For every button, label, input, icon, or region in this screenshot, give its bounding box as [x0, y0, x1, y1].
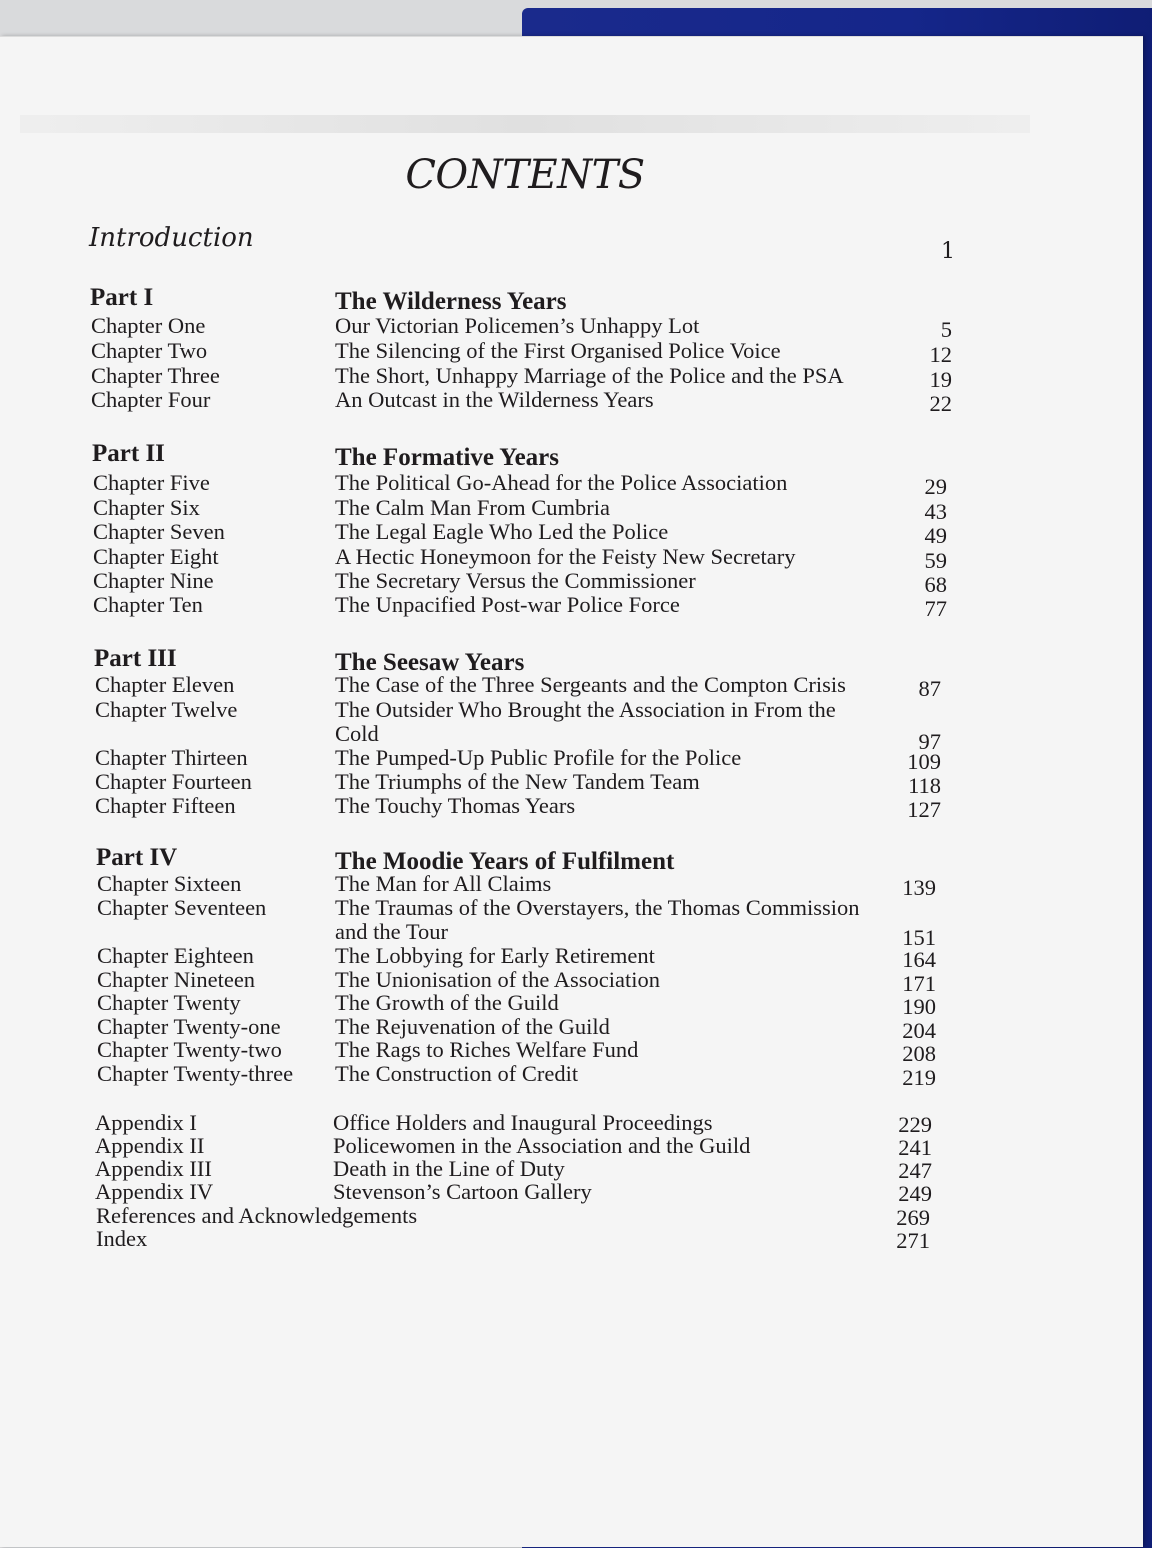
chapter-number: Chapter Seven — [93, 519, 225, 544]
appendix-number: Appendix IV — [95, 1179, 214, 1204]
chapter-row — [0, 470, 1152, 499]
chapter-row — [0, 967, 1152, 996]
back-matter-title: Index — [96, 1226, 148, 1251]
chapter-row — [0, 1061, 1152, 1090]
page-number: 5 — [940, 317, 952, 342]
page-number: 29 — [924, 474, 947, 499]
chapter-row — [0, 519, 1152, 548]
chapter-row — [0, 313, 1152, 342]
chapter-number: Chapter Sixteen — [97, 871, 242, 896]
chapter-title-continued: Cold — [335, 721, 379, 746]
chapter-row — [0, 363, 1152, 392]
chapter-title: The Short, Unhappy Marriage of the Police and the PSA — [335, 363, 844, 388]
chapter-title: The Unionisation of the Association — [335, 967, 660, 992]
chapter-number: Chapter Thirteen — [95, 745, 248, 770]
page-number: 171 — [902, 971, 936, 996]
page-number: 97 — [918, 729, 941, 754]
chapter-row — [0, 592, 1152, 621]
part-title: The Moodie Years of Fulfilment — [335, 848, 675, 875]
appendix-number: Appendix I — [95, 1110, 197, 1135]
page-number: 249 — [898, 1181, 932, 1206]
chapter-number: Chapter Twenty — [97, 990, 241, 1015]
chapter-title: The Legal Eagle Who Led the Police — [335, 519, 669, 544]
part-heading — [0, 645, 1152, 676]
chapter-title: The Traumas of the Overstayers, the Thomas Commission — [335, 895, 860, 920]
chapter-row — [0, 387, 1152, 416]
chapter-row — [0, 793, 1152, 822]
part-heading — [0, 284, 1152, 315]
chapter-title: The Triumphs of the New Tandem Team — [335, 769, 700, 794]
appendix-row — [0, 1111, 1152, 1135]
chapter-number: Chapter One — [91, 313, 206, 338]
part-heading — [0, 844, 1152, 875]
chapter-title: Our Victorian Policemen’s Unhappy Lot — [335, 313, 700, 338]
chapter-row — [0, 943, 1152, 972]
page-number: 87 — [918, 676, 941, 701]
page-number: 219 — [902, 1065, 936, 1090]
chapter-number: Chapter Four — [91, 387, 211, 412]
chapter-title: The Growth of the Guild — [335, 990, 559, 1015]
chapter-number: Chapter Ten — [93, 592, 203, 617]
part-title: The Seesaw Years — [335, 649, 525, 676]
chapter-number: Chapter Nine — [93, 568, 214, 593]
chapter-number: Chapter Twenty-two — [97, 1037, 282, 1062]
chapter-row — [0, 990, 1152, 1019]
appendix-title: Policewomen in the Association and the Guild — [333, 1133, 751, 1158]
chapter-number: Chapter Twelve — [95, 697, 238, 722]
chapter-row — [0, 745, 1152, 774]
chapter-title: An Outcast in the Wilderness Years — [335, 387, 654, 412]
show-through-header — [20, 115, 1030, 133]
page-number: 247 — [898, 1158, 932, 1183]
part-label: Part II — [92, 440, 165, 467]
part-label: Part I — [90, 284, 154, 311]
appendix-number: Appendix III — [95, 1156, 212, 1181]
chapter-row — [0, 697, 1152, 754]
appendix-title: Office Holders and Inaugural Proceedings — [333, 1110, 713, 1135]
part-label: Part III — [94, 645, 177, 672]
introduction-label: Introduction — [89, 223, 254, 253]
chapter-title: The Rejuvenation of the Guild — [335, 1014, 610, 1039]
chapter-number: Chapter Fifteen — [95, 793, 236, 818]
page-number: 241 — [898, 1135, 932, 1160]
page-number: 208 — [902, 1041, 936, 1066]
page-number: 49 — [924, 523, 947, 548]
chapter-number: Chapter Five — [93, 470, 210, 495]
chapter-row — [0, 672, 1152, 701]
page-number: 127 — [907, 797, 941, 822]
page-number: 19 — [929, 367, 952, 392]
back-matter-title: References and Acknowledgements — [96, 1203, 418, 1228]
chapter-row — [0, 495, 1152, 524]
chapter-number: Chapter Two — [91, 338, 208, 363]
chapter-number: Chapter Fourteen — [95, 769, 252, 794]
page-number: 43 — [924, 499, 947, 524]
part-heading — [0, 440, 1152, 471]
part-title: The Formative Years — [335, 444, 560, 471]
page-title: CONTENTS — [405, 152, 645, 198]
chapter-title: The Calm Man From Cumbria — [335, 495, 610, 520]
back-matter-row — [0, 1204, 1152, 1228]
page-number: 22 — [929, 391, 952, 416]
chapter-title: The Case of the Three Sergeants and the Compton Crisis — [335, 672, 846, 697]
chapter-title: The Touchy Thomas Years — [335, 793, 576, 818]
appendix-title: Stevenson’s Cartoon Gallery — [333, 1179, 592, 1204]
chapter-number: Chapter Eleven — [95, 672, 235, 697]
chapter-title: The Pumped-Up Public Profile for the Police — [335, 745, 742, 770]
appendix-row — [0, 1134, 1152, 1158]
chapter-title: A Hectic Honeymoon for the Feisty New Secretary — [335, 544, 796, 569]
chapter-title: The Rags to Riches Welfare Fund — [335, 1037, 639, 1062]
page-number: 68 — [924, 572, 947, 597]
appendix-number: Appendix II — [95, 1133, 205, 1158]
page-number: 109 — [907, 749, 941, 774]
chapter-title: The Lobbying for Early Retirement — [335, 943, 655, 968]
chapter-number: Chapter Eighteen — [97, 943, 254, 968]
page-number: 59 — [924, 548, 947, 573]
page-number: 77 — [924, 596, 947, 621]
back-matter-row — [0, 1227, 1152, 1251]
page-number: 118 — [908, 773, 941, 798]
chapter-title: The Political Go-Ahead for the Police Association — [335, 470, 788, 495]
page-number: 204 — [902, 1018, 936, 1043]
appendix-title: Death in the Line of Duty — [333, 1156, 565, 1181]
chapter-title: The Man for All Claims — [335, 871, 552, 896]
page-number: 190 — [902, 994, 936, 1019]
page-number: 271 — [896, 1228, 930, 1253]
chapter-number: Chapter Nineteen — [97, 967, 256, 992]
chapter-number: Chapter Eight — [93, 544, 219, 569]
chapter-title-continued: and the Tour — [335, 919, 448, 944]
chapter-title: The Construction of Credit — [335, 1061, 579, 1086]
page-number: 164 — [902, 947, 936, 972]
appendix-row — [0, 1180, 1152, 1204]
chapter-title: The Silencing of the First Organised Police Voice — [335, 338, 781, 363]
chapter-row — [0, 1014, 1152, 1043]
chapter-row — [0, 338, 1152, 367]
page-number: 12 — [929, 342, 952, 367]
chapter-row — [0, 871, 1152, 900]
part-title: The Wilderness Years — [335, 288, 567, 315]
chapter-number: Chapter Twenty-three — [97, 1061, 294, 1086]
introduction-page-number: 1 — [941, 239, 955, 264]
chapter-number: Chapter Six — [93, 495, 200, 520]
chapter-title: The Outsider Who Brought the Association in From the — [335, 697, 836, 722]
part-label: Part IV — [96, 844, 178, 871]
chapter-row — [0, 1037, 1152, 1066]
chapter-number: Chapter Three — [91, 363, 220, 388]
page-number: 151 — [902, 925, 936, 950]
chapter-number: Chapter Twenty-one — [97, 1014, 281, 1039]
chapter-row — [0, 895, 1152, 950]
page-number: 229 — [898, 1112, 932, 1137]
chapter-title: The Unpacified Post-war Police Force — [335, 592, 680, 617]
chapter-row — [0, 544, 1152, 573]
chapter-number: Chapter Seventeen — [97, 895, 267, 920]
chapter-row — [0, 568, 1152, 597]
chapter-row — [0, 769, 1152, 798]
appendix-row — [0, 1157, 1152, 1181]
page-number: 139 — [902, 875, 936, 900]
chapter-title: The Secretary Versus the Commissioner — [335, 568, 696, 593]
page-number: 269 — [896, 1205, 930, 1230]
